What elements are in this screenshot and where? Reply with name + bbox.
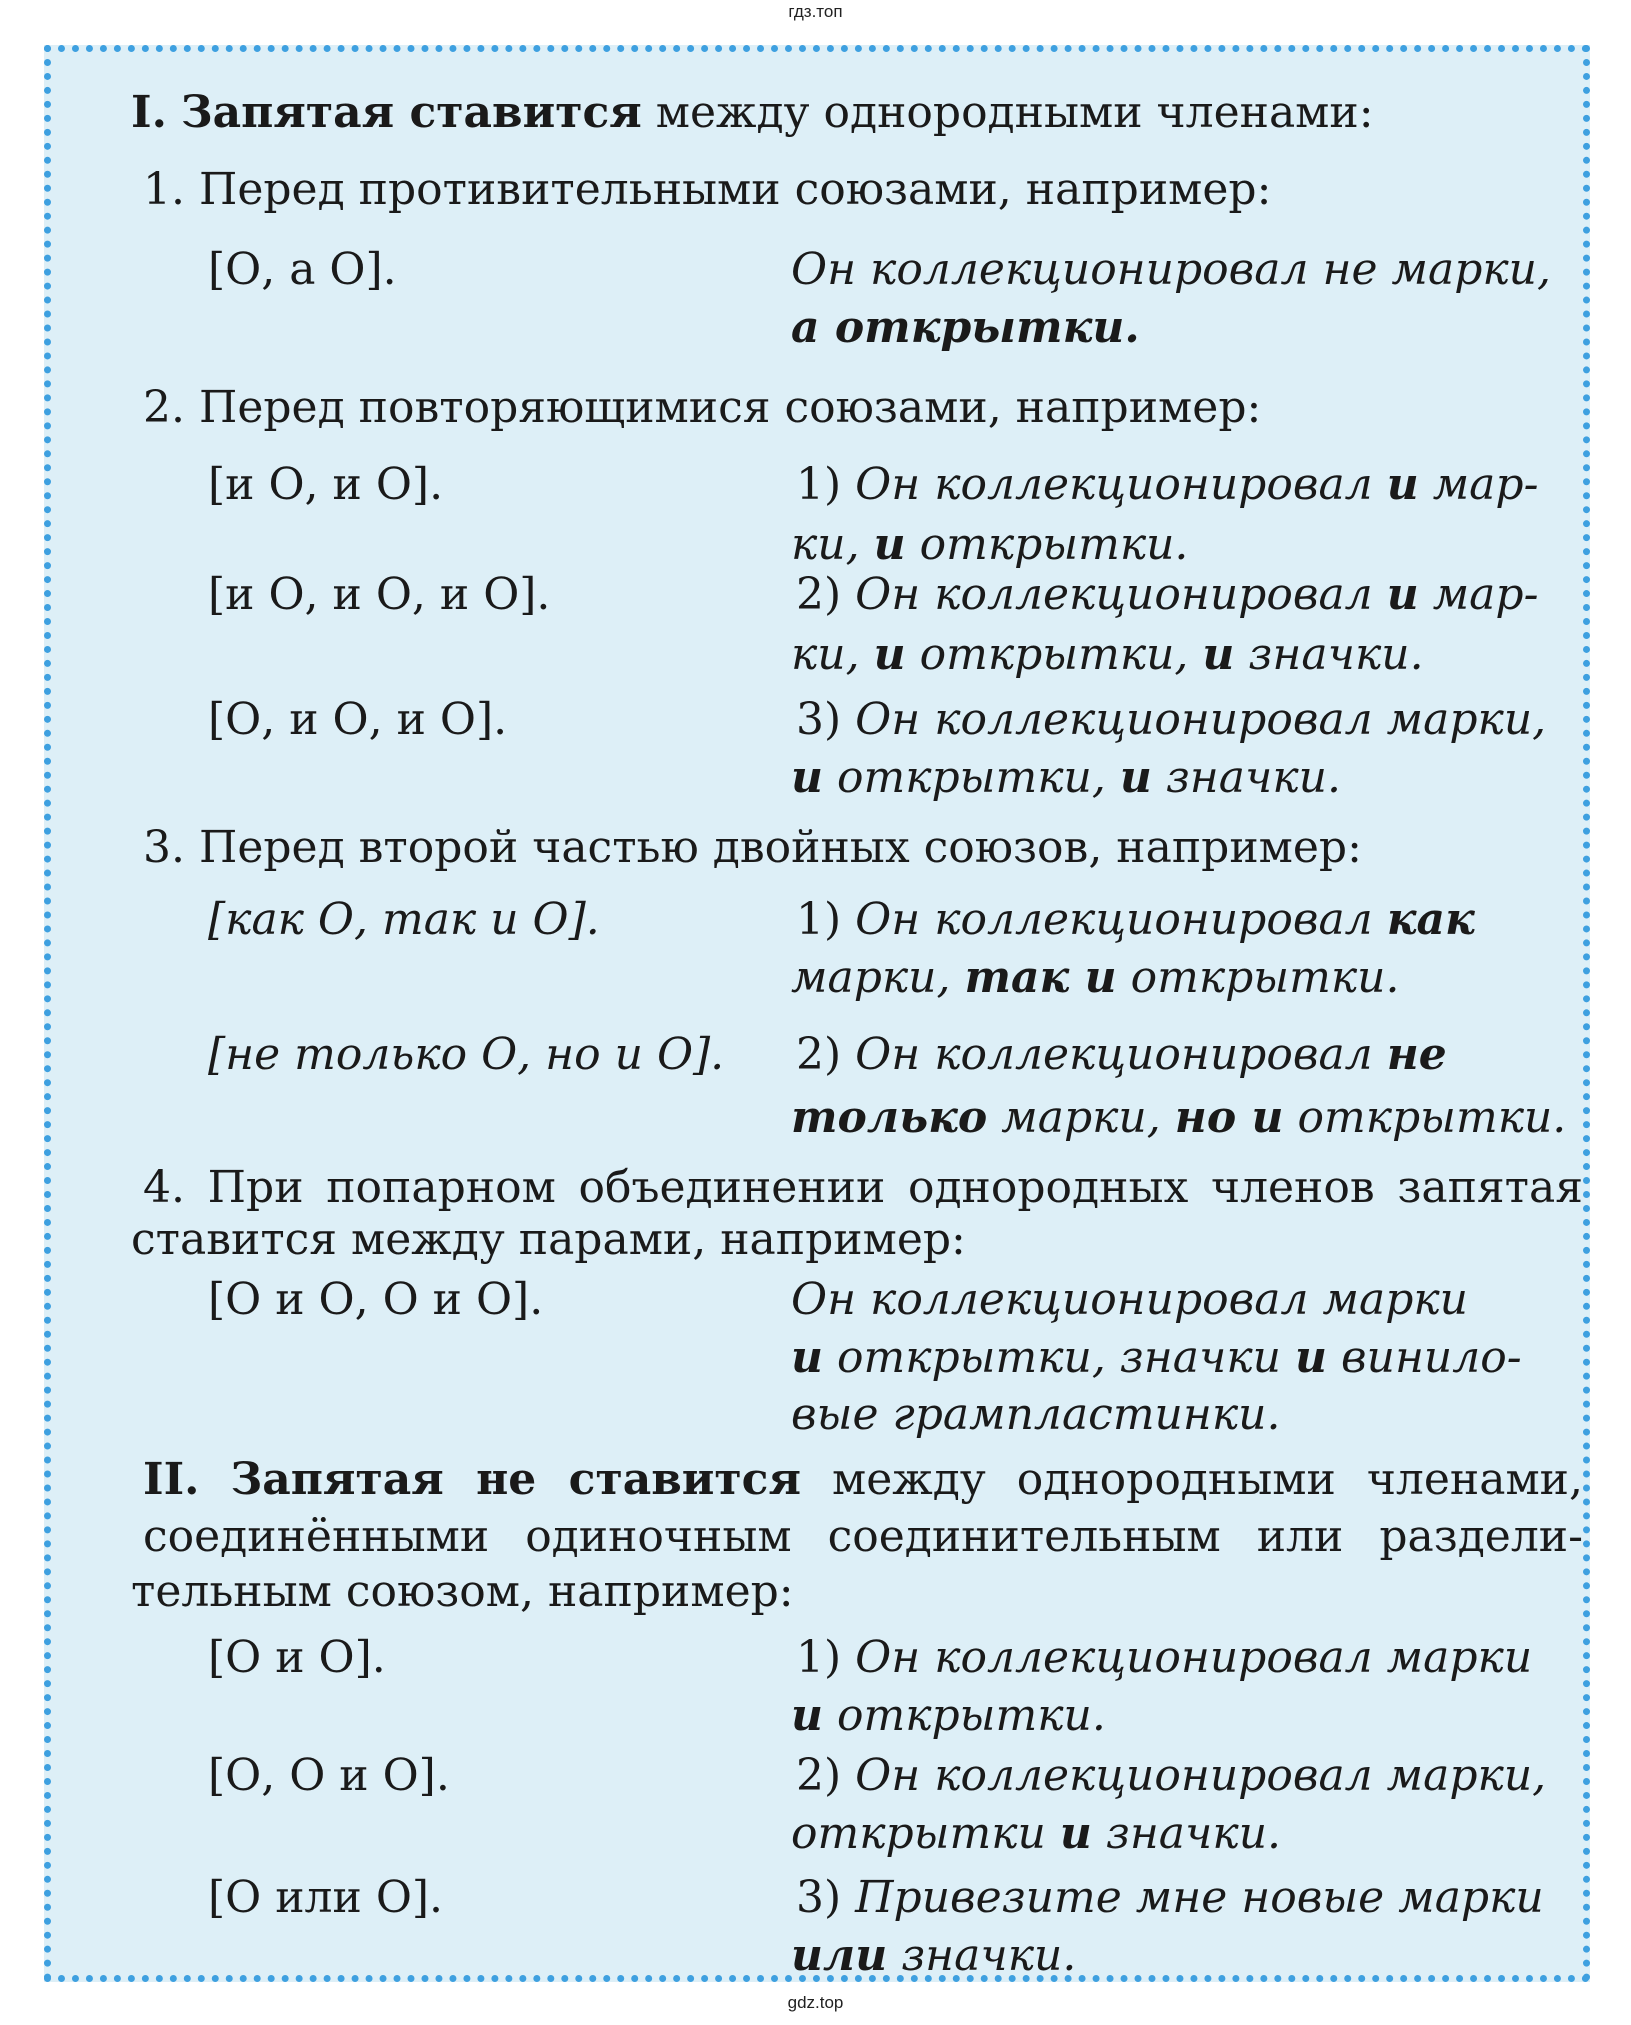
rule-1-title: 1. Перед противительными союзами, например: (143, 164, 1272, 215)
rule-4-example-line-3: вые грампластинки. (791, 1389, 1281, 1440)
section-2-heading-bold: Запятая не ставится (230, 1454, 801, 1505)
rule-4-formula: [О и О, О и О]. (208, 1274, 544, 1325)
rule-2-formula-1: [и О, и О]. (208, 459, 444, 510)
rule-3-formula-1: [как О, так и О]. (208, 894, 600, 945)
rule-1-example-line-2: а открытки. (791, 302, 1140, 353)
section-2-formula-3: [О или О]. (208, 1872, 444, 1923)
watermark-bottom: gdz.top (787, 1993, 844, 2012)
section-2-formula-2: [О, О и О]. (208, 1750, 450, 1801)
rule-4-title-line-2: ставится между парами, например: (131, 1214, 966, 1265)
section-2-example-3-line-2: или значки. (791, 1930, 1077, 1981)
rule-2-formula-2: [и О, и О, и О]. (208, 569, 551, 620)
section-2-formula-1: [О и О]. (208, 1632, 386, 1683)
watermark-top: гдз.топ (788, 2, 843, 21)
rule-4-example-line-2: и открытки, значки и винило- (791, 1332, 1522, 1383)
section-2-heading (143, 1452, 1583, 1508)
rule-3-example-1-line-1: 1) Он коллекционировал как (796, 894, 1475, 945)
section-2-example-1-line-1: 1) Он коллекционировал марки (796, 1632, 1533, 1683)
rule-2-formula-3: [О, и О, и О]. (208, 694, 508, 745)
section-2-line-3: тельным союзом, например: (131, 1566, 794, 1617)
rule-4-title-line-1: 4. При попарном объединении однородных членов запятая (143, 1162, 1583, 1213)
rule-4-example-line-1: Он коллекционировал марки (791, 1274, 1468, 1325)
section-1-heading-rest: между однородными членами: (655, 87, 1374, 138)
rule-2-example-2-line-1: 2) Он коллекционировал и мар- (796, 569, 1539, 620)
section-2-example-2-line-2: открытки и значки. (791, 1808, 1282, 1859)
rule-1-formula: [О, а О]. (208, 244, 397, 295)
rule-2-example-1-line-1: 1) Он коллекционировал и мар- (796, 459, 1539, 510)
rule-1-example-line-1: Он коллекционировал не марки, (791, 244, 1551, 295)
rule-3-example-2-line-1: 2) Он коллекционировал не (796, 1029, 1447, 1080)
section-2-heading-rest: между однородными членами, (832, 1454, 1583, 1505)
section-1-heading-bold: Запятая ставится (180, 87, 642, 138)
rule-3-formula-2: [не только О, но и О]. (208, 1029, 725, 1080)
rule-3-example-2-line-2: только марки, но и открытки. (791, 1092, 1567, 1143)
rule-3-example-1-line-2: марки, так и открытки. (791, 952, 1400, 1003)
section-2-example-1-line-2: и открытки. (791, 1690, 1106, 1741)
section-2-example-3-line-1: 3) Привезите мне новые марки (796, 1872, 1544, 1923)
section-2-line-2: соединёнными одиночным соединительным или раздели- (143, 1511, 1583, 1562)
rule-2-example-3-line-1: 3) Он коллекционировал марки, (796, 694, 1547, 745)
section-2-number: II. (143, 1454, 200, 1505)
section-2-example-2-line-1: 2) Он коллекционировал марки, (796, 1750, 1547, 1801)
rule-2-example-1-line-2: ки, и открытки. (791, 519, 1189, 570)
section-1-heading (131, 85, 1374, 141)
rule-box (44, 45, 1590, 1982)
rule-3-title: 3. Перед второй частью двойных союзов, например: (143, 822, 1362, 873)
rule-2-example-2-line-2: ки, и открытки, и значки. (791, 629, 1424, 680)
rule-2-example-3-line-2: и открытки, и значки. (791, 752, 1341, 803)
rule-2-title: 2. Перед повторяющимися союзами, например: (143, 382, 1262, 433)
section-1-number: I. (131, 87, 167, 138)
